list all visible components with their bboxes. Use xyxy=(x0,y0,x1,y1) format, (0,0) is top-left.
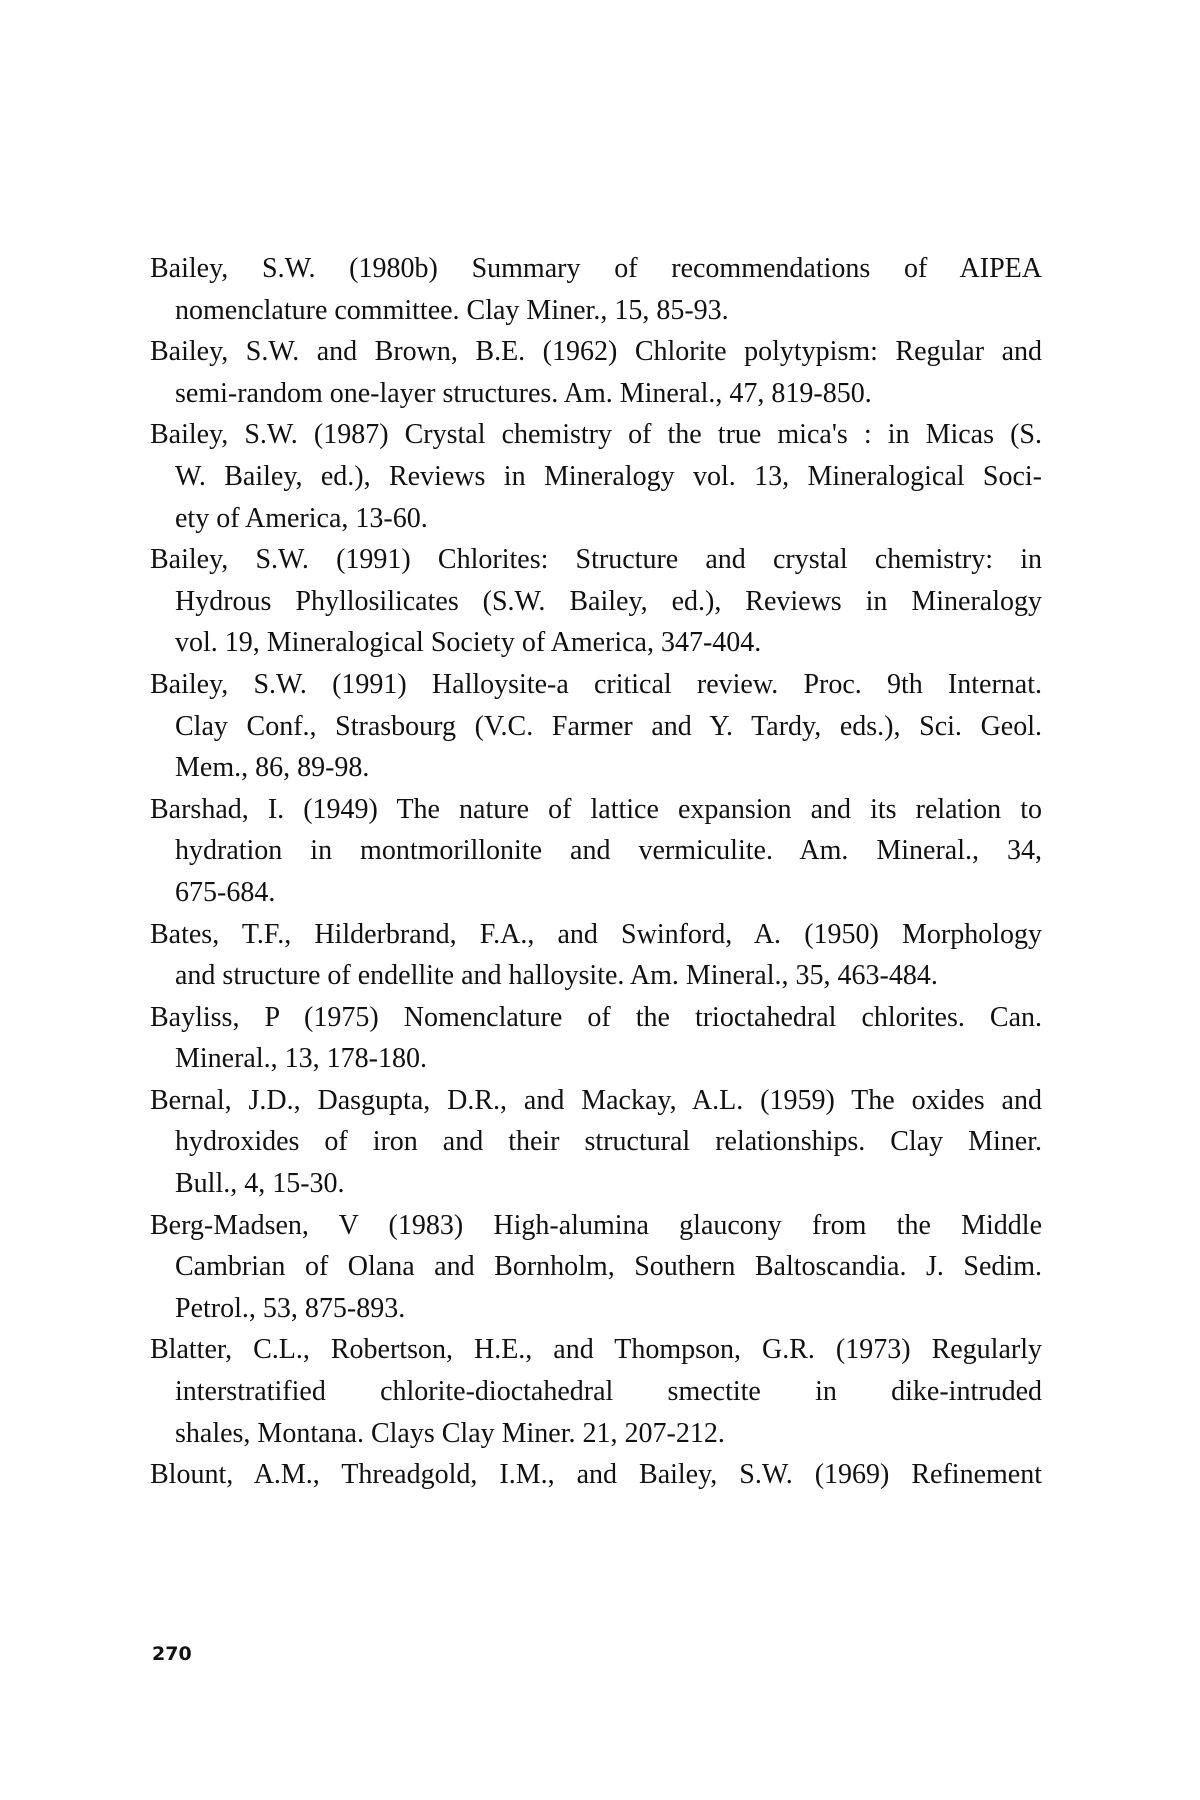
reference-line: W. Bailey, ed.), Reviews in Mineralogy vol. 13, Mineralogical Soci- xyxy=(175,460,1042,492)
reference-line: 675-684. xyxy=(175,876,276,908)
reference-line: shales, Montana. Clays Clay Miner. 21, 207-212. xyxy=(175,1417,725,1449)
reference-line: and structure of endellite and halloysite. Am. Mineral., 35, 463-484. xyxy=(175,960,938,992)
reference-line: Bailey, S.W. and Brown, B.E. (1962) Chlorite polytypism: Regular and xyxy=(150,336,1042,368)
reference-line: Bates, T.F., Hilderbrand, F.A., and Swinford, A. (1950) Morphology xyxy=(150,918,1042,950)
reference-line: Hydrous Phyllosilicates (S.W. Bailey, ed.), Reviews in Mineralogy xyxy=(175,585,1042,617)
reference-entry xyxy=(150,664,1042,789)
reference-line: nomenclature committee. Clay Miner., 15, 85-93. xyxy=(175,294,729,326)
reference-line: Bailey, S.W. (1980b) Summary of recommendations of AIPEA xyxy=(150,253,1042,284)
reference-entry xyxy=(150,1205,1042,1330)
reference-line: Bull., 4, 15-30. xyxy=(175,1168,345,1200)
reference-line: Barshad, I. (1949) The nature of lattice expansion and its relation to xyxy=(150,793,1042,825)
reference-line: ety of America, 13-60. xyxy=(175,502,428,534)
reference-line: Petrol., 53, 875-893. xyxy=(175,1292,406,1324)
reference-entry xyxy=(150,414,1042,539)
reference-line: semi-random one-layer structures. Am. Mineral., 47, 819-850. xyxy=(175,377,872,409)
reference-list xyxy=(150,248,1042,1496)
page-number: 270 xyxy=(152,1643,192,1665)
reference-entry xyxy=(150,1454,1042,1496)
reference-line: Blount, A.M., Threadgold, I.M., and Bailey, S.W. (1969) Refinement xyxy=(150,1459,1042,1491)
reference-line: interstratified chlorite-dioctahedral smectite in dike-intruded xyxy=(175,1376,1042,1408)
reference-entry xyxy=(150,248,1042,331)
reference-entry xyxy=(150,914,1042,997)
reference-line: Bailey, S.W. (1991) Chlorites: Structure and crystal chemistry: in xyxy=(150,544,1042,576)
reference-entry xyxy=(150,997,1042,1080)
reference-entry xyxy=(150,331,1042,414)
reference-line: hydroxides of iron and their structural relationships. Clay Miner. xyxy=(175,1126,1042,1158)
reference-line: Bernal, J.D., Dasgupta, D.R., and Mackay, A.L. (1959) The oxides and xyxy=(150,1084,1042,1116)
reference-line: Berg-Madsen, V (1983) High-alumina glaucony from the Middle xyxy=(150,1209,1042,1241)
reference-line: hydration in montmorillonite and vermiculite. Am. Mineral., 34, xyxy=(175,835,1042,867)
reference-line: Cambrian of Olana and Bornholm, Southern Baltoscandia. J. Sedim. xyxy=(175,1251,1042,1283)
reference-entry xyxy=(150,1329,1042,1454)
reference-entry xyxy=(150,789,1042,914)
reference-line: Mineral., 13, 178-180. xyxy=(175,1043,427,1075)
reference-line: vol. 19, Mineralogical Society of America, 347-404. xyxy=(175,627,762,659)
reference-line: Blatter, C.L., Robertson, H.E., and Thompson, G.R. (1973) Regularly xyxy=(150,1334,1042,1366)
reference-line: Bailey, S.W. (1987) Crystal chemistry of the true mica's : in Micas (S. xyxy=(150,419,1042,451)
reference-line: Mem., 86, 89-98. xyxy=(175,752,370,784)
reference-entry xyxy=(150,1080,1042,1205)
reference-line: Clay Conf., Strasbourg (V.C. Farmer and Y. Tardy, eds.), Sci. Geol. xyxy=(175,710,1042,742)
reference-entry xyxy=(150,539,1042,664)
reference-line: Bailey, S.W. (1991) Halloysite-a critical review. Proc. 9th Internat. xyxy=(150,668,1042,700)
reference-line: Bayliss, P (1975) Nomenclature of the trioctahedral chlorites. Can. xyxy=(150,1001,1042,1033)
